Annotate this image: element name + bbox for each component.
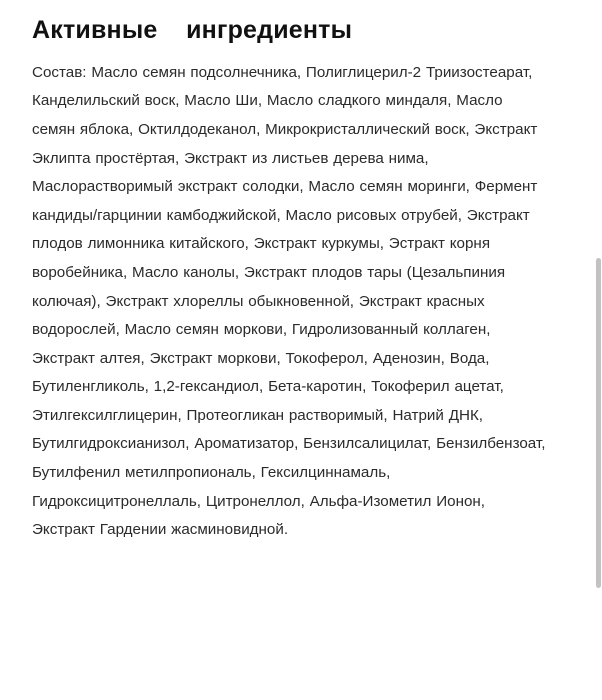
ingredients-list-text: Состав: Масло семян подсолнечника, Полиглицерил-2 Триизостеарат, Канделильский воск, Масло Ши, Масло сладкого миндаля, Масло семян яблока, Октилдодеканол, Микрокристаллический воск, Экстракт Эклипта простёртая, Экстракт из листьев дерева нима, Маслорастворимый экстракт солодки, Масло семян моринги, Фермент кандиды/гарцинии камбоджийской, Масло рисовых отрубей, Экстракт плодов лимонника китайского, Экстракт куркумы, Эстракт корня воробейника, Масло канолы, Экстракт плодов тары (Цезальпиния колючая), Экстракт хлореллы обыкновенной, Экстракт красных водорослей, Масло семян моркови, Гидролизованный коллаген, Экстракт алтея, Экстракт моркови, Токоферол, Аденозин, Вода, Бутиленгликоль, 1,2-гександиол, Бета-каротин, Токоферил ацетат, Этилгексилглицерин, Протеогликан растворимый, Натрий ДНК, Бутилгидроксианизол, Ароматизатор, Бензилсалицилат, Бензилбензоат, Бутилфенил метилпропиональ, Гексилциннамаль, Гидроксицитронеллаль, Цитронеллол, Альфа-Изометил Ионон, Экстракт Гардении жасминовидной. [32,63,546,539]
scrollbar[interactable] [595,0,602,700]
scrollbar-thumb[interactable] [596,258,601,588]
page-title: Активные ингредиенты [32,16,353,44]
